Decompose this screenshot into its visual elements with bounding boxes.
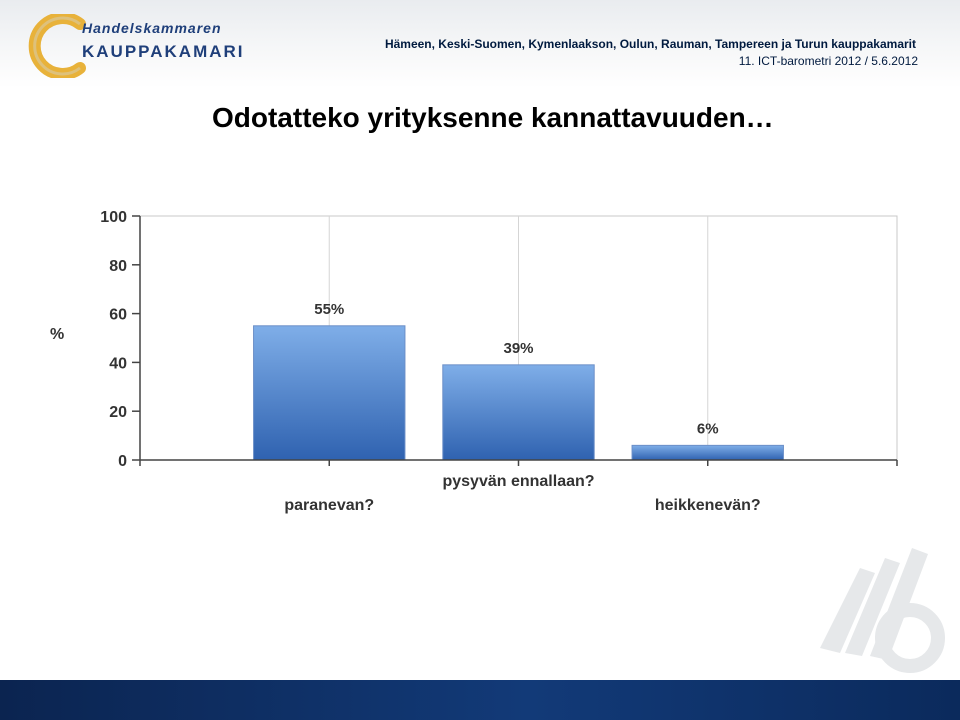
slide-title: Odotatteko yrityksenne kannattavuuden… — [212, 102, 774, 133]
y-tick-label: 20 — [109, 404, 127, 422]
bar-1 — [254, 326, 405, 460]
x-category-label: paranevan? — [284, 497, 375, 514]
header-chambers-text: Hämeen, Keski-Suomen, Kymenlaakson, Oulun, Rauman, Tampereen ja Turun kauppakamarit — [384, 37, 916, 51]
x-category-label: pysyvän ennallaan? — [442, 473, 595, 490]
bar-3 — [632, 445, 783, 460]
y-tick-label: 80 — [109, 257, 127, 275]
y-tick-label: 0 — [118, 453, 127, 470]
bar-2 — [443, 365, 594, 460]
footer-band — [0, 680, 960, 720]
bar-data-label: 55% — [314, 300, 345, 318]
y-tick-label: 40 — [109, 355, 127, 373]
decorative-gear-bird-icon — [800, 528, 950, 678]
header-barometer-text: 11. ICT-barometri 2012 / 5.6.2012 — [738, 54, 918, 68]
y-tick-label: 60 — [109, 306, 127, 324]
logo-text-line1: Handelskammaren — [82, 20, 222, 36]
y-tick-label: 100 — [100, 209, 127, 226]
bar-data-label: 6% — [696, 420, 719, 438]
logo-text-line2: KAUPPAKAMARI — [82, 42, 245, 61]
y-axis-label: % — [50, 326, 65, 343]
bar-data-label: 39% — [503, 339, 534, 357]
x-category-label: heikkenevän? — [654, 497, 761, 514]
